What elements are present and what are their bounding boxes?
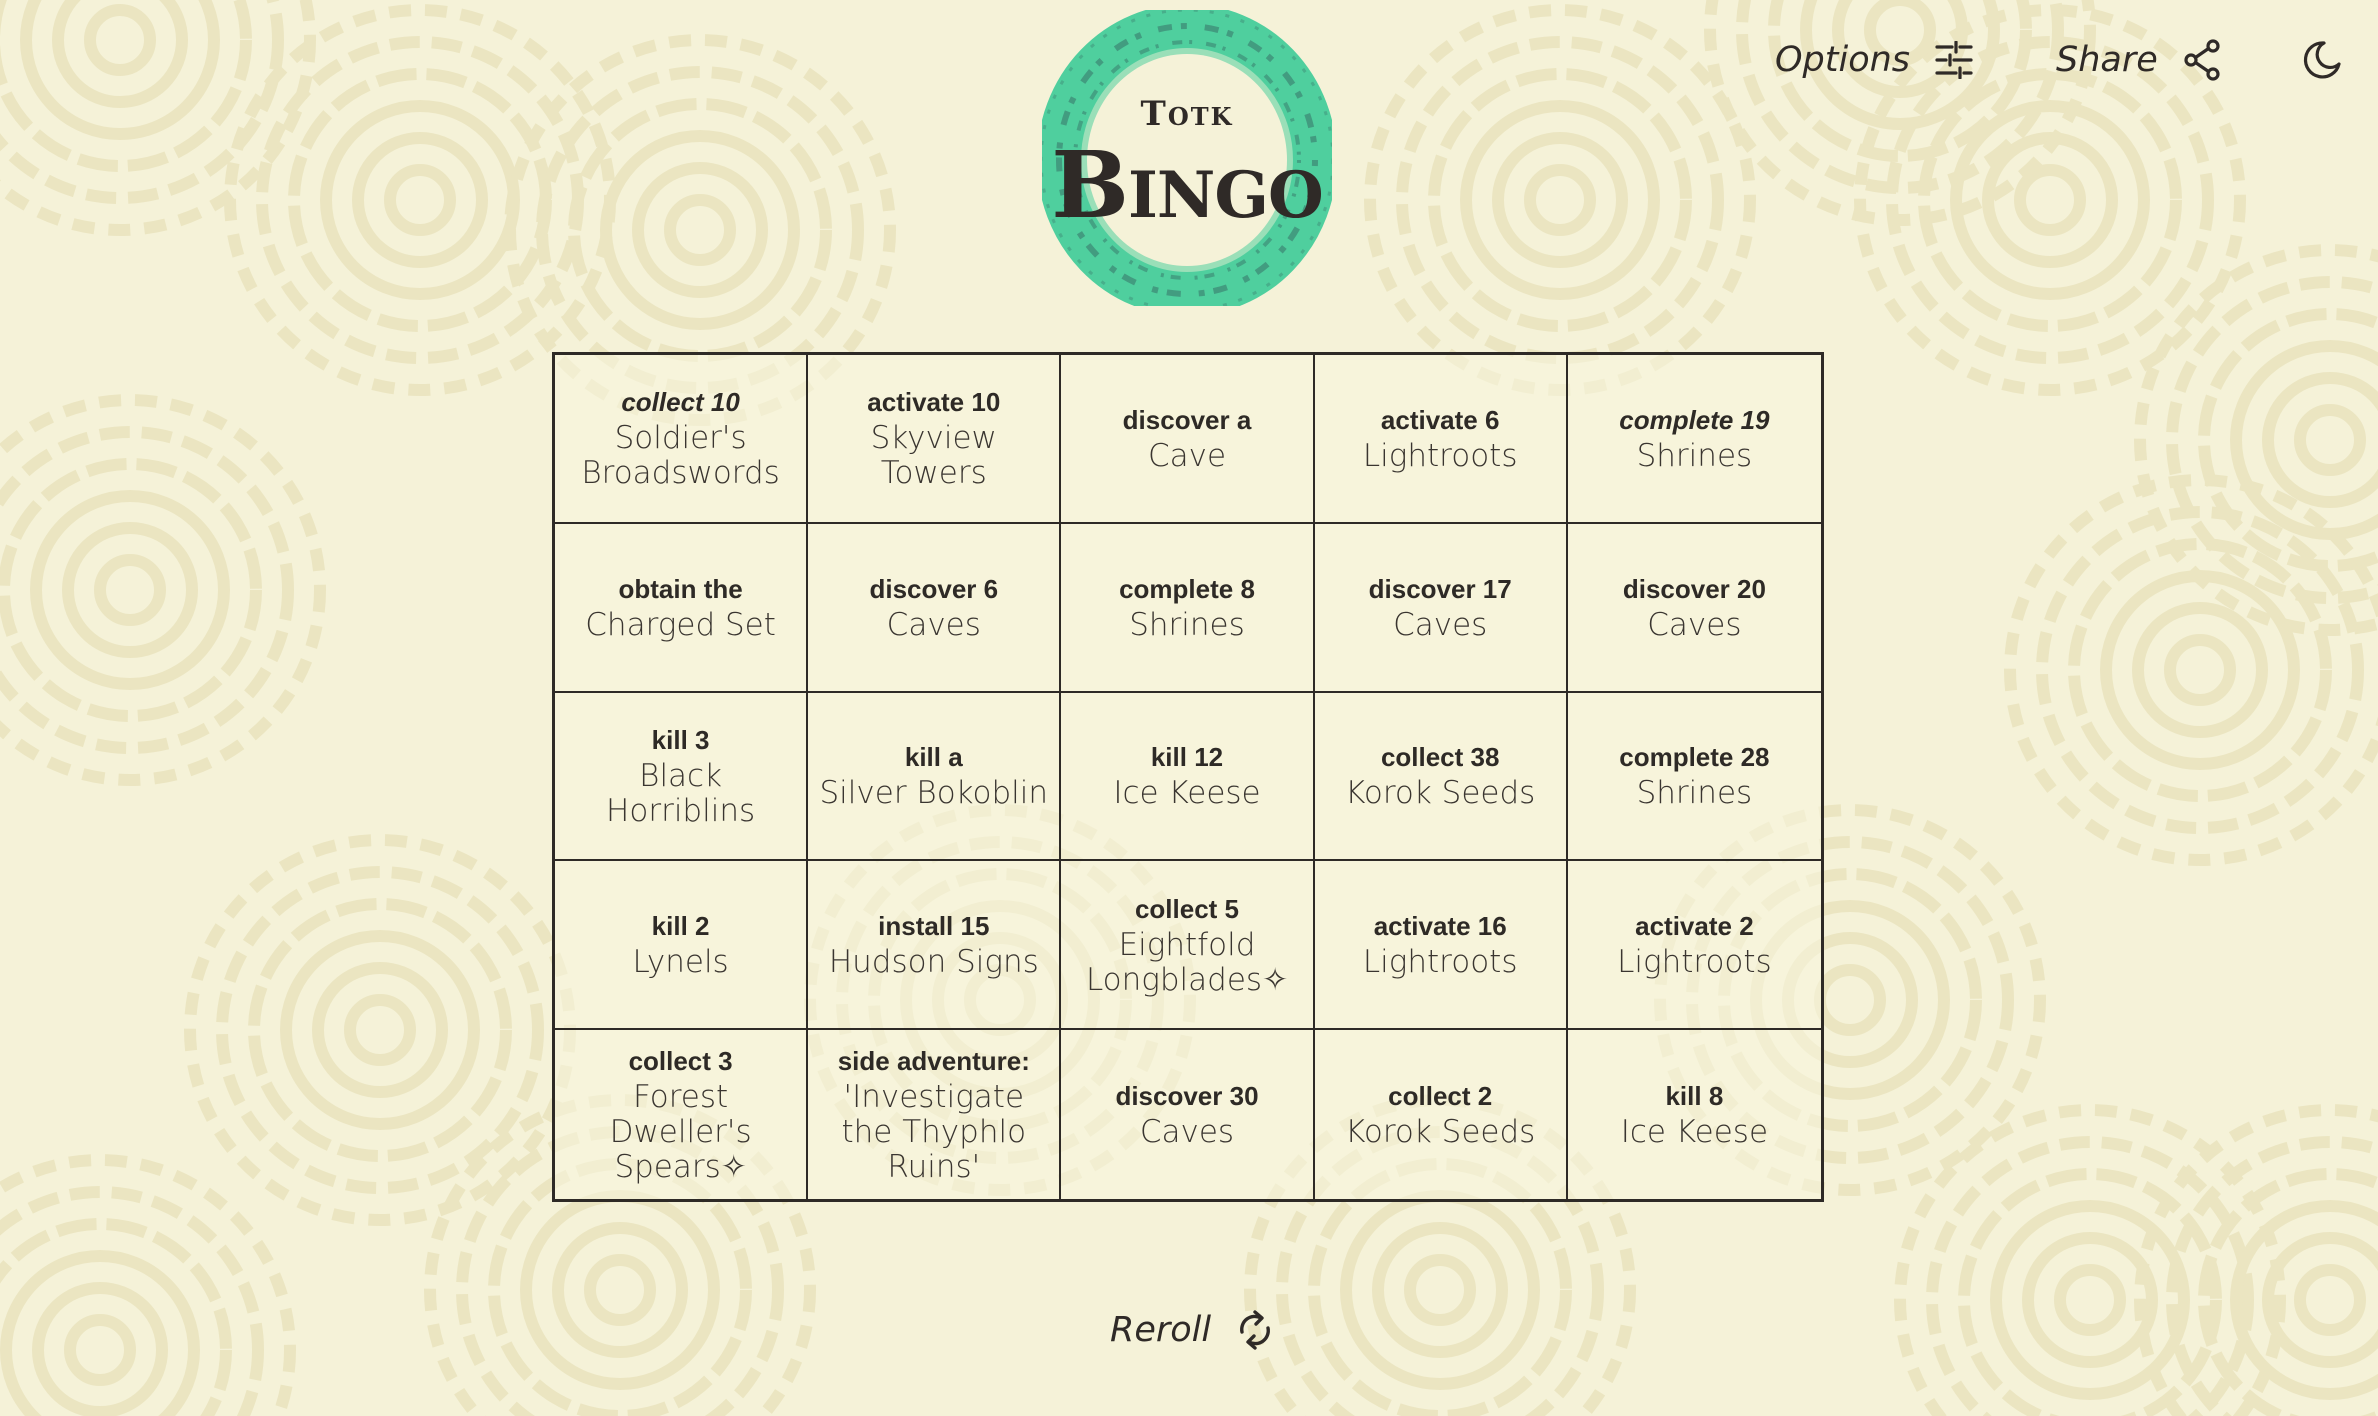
bingo-cell-action: kill 8 [1665, 1081, 1724, 1112]
bingo-cell-target: Lightroots [1362, 437, 1518, 474]
options-label: Options [1775, 40, 1911, 80]
bingo-cell[interactable] [808, 693, 1061, 862]
bingo-cell-target: Lynels [632, 944, 729, 981]
bingo-cell-target: Shrines [1129, 606, 1245, 643]
totk-bingo-logo [1042, 10, 1332, 306]
bingo-cell-target: Lightroots [1617, 944, 1772, 981]
bingo-cell[interactable] [555, 524, 808, 693]
bingo-cell-action: collect 10 [621, 387, 740, 418]
bingo-cell-action: discover 17 [1368, 573, 1512, 604]
bingo-cell-action: activate 2 [1635, 911, 1754, 942]
bingo-cell[interactable] [1568, 1030, 1821, 1199]
logo-subtitle: Totk [1140, 94, 1234, 134]
refresh-icon [1235, 1308, 1275, 1352]
moon-icon [2302, 40, 2342, 80]
bingo-board [552, 352, 1824, 1202]
options-button[interactable] [1775, 30, 1974, 90]
bingo-cell-target: Skyview Towers [870, 420, 997, 492]
bingo-cell[interactable] [808, 524, 1061, 693]
bingo-cell-action: complete 28 [1619, 742, 1770, 773]
bingo-cell-action: obtain the [618, 573, 743, 604]
bingo-cell-target: Charged Set [585, 606, 776, 643]
sliders-icon [1934, 41, 1974, 79]
bingo-cell-target: Caves [1647, 606, 1742, 643]
bingo-cell-action: complete 19 [1619, 404, 1770, 435]
bingo-cell[interactable] [1315, 524, 1568, 693]
bingo-cell-target: Forest Dweller's Spears✧ [609, 1079, 752, 1186]
reroll-button[interactable] [1110, 1300, 1275, 1360]
bingo-cell[interactable] [1568, 355, 1821, 524]
bingo-cell[interactable] [1315, 1030, 1568, 1199]
bingo-cell-target: Silver Bokoblin [819, 775, 1049, 812]
bingo-cell[interactable] [1568, 861, 1821, 1030]
bingo-cell-target: Shrines [1636, 775, 1753, 812]
bingo-cell-action: discover 20 [1622, 573, 1766, 604]
bingo-cell-target: Ice Keese [1113, 775, 1261, 812]
bingo-cell-target: Eightfold Longblades✧ [1085, 926, 1289, 998]
bingo-cell-action: activate 16 [1373, 911, 1507, 942]
bingo-cell-target: Caves [1139, 1114, 1235, 1151]
bingo-cell-action: collect 3 [628, 1046, 733, 1077]
bingo-cell-target: Caves [1393, 606, 1488, 643]
bingo-cell[interactable] [555, 861, 808, 1030]
bingo-cell-action: kill 12 [1150, 742, 1224, 773]
bingo-cell[interactable] [555, 693, 808, 862]
bingo-cell[interactable] [808, 861, 1061, 1030]
bingo-cell-target: Ice Keese [1620, 1114, 1769, 1151]
bingo-cell-action: discover 6 [869, 573, 999, 604]
logo-title: Bingo [1051, 131, 1323, 239]
bingo-cell-target: Shrines [1636, 437, 1753, 474]
bingo-cell[interactable] [808, 355, 1061, 524]
bingo-cell[interactable] [1568, 524, 1821, 693]
bingo-cell-target: Korok Seeds [1345, 1114, 1536, 1151]
bingo-cell-action: activate 6 [1380, 404, 1500, 435]
bingo-cell[interactable] [1061, 1030, 1314, 1199]
bingo-cell-action: collect 38 [1380, 742, 1500, 773]
bingo-cell[interactable] [1315, 861, 1568, 1030]
bingo-cell-action: kill 2 [651, 911, 710, 942]
bingo-cell[interactable] [1061, 355, 1314, 524]
bingo-cell-action: collect 5 [1134, 893, 1240, 924]
bingo-cell-target: Hudson Signs [828, 944, 1039, 981]
bingo-cell-target: Lightroots [1362, 944, 1518, 981]
bingo-cell-target: Cave [1147, 437, 1227, 474]
bingo-cell[interactable] [1061, 861, 1314, 1030]
bingo-cell[interactable] [1315, 355, 1568, 524]
share-label: Share [2056, 40, 2158, 80]
share-button[interactable] [2056, 30, 2222, 90]
dark-mode-toggle[interactable] [2302, 30, 2342, 90]
bingo-cell-action: kill a [904, 742, 963, 773]
bingo-cell[interactable] [555, 355, 808, 524]
bingo-cell[interactable] [1061, 693, 1314, 862]
bingo-cell[interactable] [808, 1030, 1061, 1199]
bingo-cell-action: complete 8 [1119, 573, 1255, 604]
bingo-cell-action: install 15 [878, 911, 990, 942]
bingo-cell-target: Black Horriblins [606, 757, 756, 829]
bingo-cell-action: kill 3 [651, 724, 710, 755]
bingo-cell-action: discover 30 [1115, 1081, 1259, 1112]
bingo-cell-action: collect 2 [1388, 1081, 1493, 1112]
bingo-cell[interactable] [555, 1030, 808, 1199]
bingo-cell-target: 'Investigate the Thyphlo Ruins' [841, 1079, 1027, 1186]
bingo-cell-target: Caves [886, 606, 981, 643]
bingo-cell-target: Korok Seeds [1345, 775, 1536, 812]
bingo-cell-action: side adventure: [837, 1046, 1030, 1077]
bingo-cell-action: discover a [1122, 404, 1252, 435]
bingo-cell-target: Soldier's Broadswords [581, 420, 780, 492]
bingo-cell[interactable] [1315, 693, 1568, 862]
bingo-cell[interactable] [1061, 524, 1314, 693]
bingo-cell-action: activate 10 [867, 387, 1001, 418]
bingo-cell[interactable] [1568, 693, 1821, 862]
share-icon [2182, 39, 2222, 81]
reroll-label: Reroll [1110, 1310, 1212, 1350]
